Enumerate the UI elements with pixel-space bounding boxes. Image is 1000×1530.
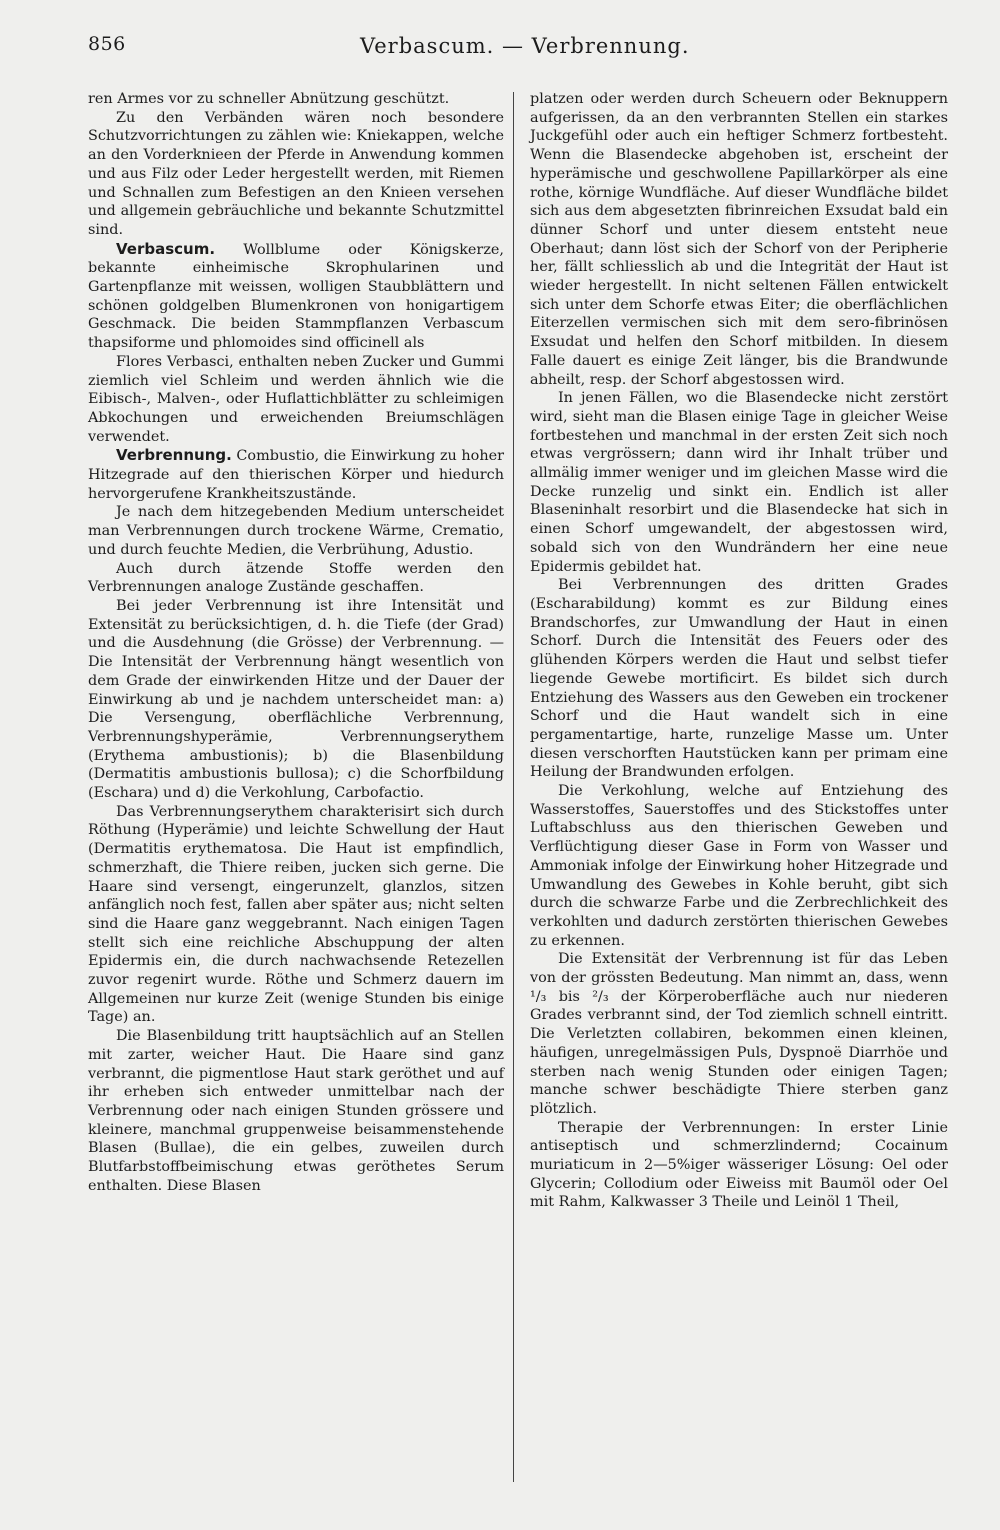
entry-verbascum [88,240,504,353]
paragraph: Die Blasenbildung tritt hauptsächlich auf an Stellen mit zarter, weicher Haut. Die Haare sind ganz verbrannt, die pigmentlose Haut stark geröthet und auf ihr erheben sich entweder unmittelbar nach der Verbrennung oder nach einigen Stunden grössere und kleinere, manchmal gruppenweise beisammenstehende Blasen (Bullae), die ein gelbes, zuweilen durch Blutfarbstoffbeimischung etwas geröthetes Serum enthalten. Diese Blasen [88,1028,504,1194]
paragraph: Zu den Verbänden wären noch besondere Schutzvorrichtungen zu zählen wie: Kniekappen, welche an den Vorderknieen der Pferde in Anwendung kommen und aus Filz oder Leder hergestellt werden, mit Riemen und Schnallen zum Befestigen an den Knieen versehen und allgemein gebräuchliche und bekannte Schutzmittel sind. [88,109,504,238]
paragraph: Flores Verbasci, enthalten neben Zucker und Gummi ziemlich viel Schleim und werden ähnlich wie die Eibisch-, Malven-, oder Huflattichblätter zu schleimigen Abkochungen und erweichenden Breiumschlägen verwendet. [88,353,504,445]
paragraph: platzen oder werden durch Scheuern oder Beknuppern aufgerissen, da an den verbrannten Stellen ein starkes Juckgefühl oder auch ein heftiger Schmerz fortbesteht. Wenn die Blasendecke abgehoben ist, erscheint der hyperämische und geschwollene Papillarkörper als eine rothe, körnige Wundfläche. Auf dieser Wundfläche bildet sich aus dem abgesetzten fibrinreichen Exsudat bald ein dünner Schorf und unter diesem entsteht neue Oberhaut; dann löst sich der Schorf von der Peripherie her, fällt schliesslich ab und die Integrität der Haut ist wieder hergestellt. In nicht seltenen Fällen entwickelt sich unter dem Schorfe etwas Eiter; die oberflächlichen Eiterzellen vermischen sich mit dem sero-fibrinösen Exsudat und helfen den Schorf mitbilden. In diesem Falle dauert es einige Zeit länger, bis die Brandwunde abheilt, resp. der Schorf abgestossen wird. [530,91,948,388]
paragraph: Bei Verbrennungen des dritten Grades (Escharabildung) kommt es zur Bildung eines Brandschorfes, zur Umwandlung der Haut in einen Schorf. Durch die Intensität des Feuers oder des glühenden Körpers werden die Haut und selbst tiefer liegende Gewebe mortificirt. Es bildet sich durch Entziehung des Wassers aus den Geweben ein trockener Schorf und die Haut wandelt sich in eine pergamentartige, harte, runzelige Masse um. Unter diesen verschorften Hautstücken kann per primam eine Heilung der Brandwunden erfolgen. [530,577,948,781]
page-number: 856 [88,33,126,55]
column-divider [513,92,514,1482]
left-column [88,90,504,1195]
running-head: Verbascum. — Verbrennung. [360,34,690,58]
paragraph: Die Extensität der Verbrennung ist für das Leben von der grössten Bedeutung. Man nimmt an, dass, wenn ¹/₃ bis ²/₃ der Körperoberfläche auch nur niederen Grades verbrannt sind, der Tod ziemlich schnell eintritt. Die Verletzten collabiren, bekommen einen kleinen, häufigen, unregelmässigen Puls, Dyspnoë Diarrhöe und sterben nach wenig Stunden oder einigen Tagen; manche schwer beschädigte Thiere sterben ganz plötzlich. [530,951,948,1117]
paragraph: Je nach dem hitzegebenden Medium unterscheidet man Verbrennungen durch trockene Wärme, Crematio, und durch feuchte Medien, die Verbrühung, Adustio. [88,504,504,558]
entry-verbrennung [88,446,504,503]
entry-keyword: Verbascum. [116,239,216,258]
paragraph: ren Armes vor zu schneller Abnützung geschützt. [88,91,450,107]
paragraph: Bei jeder Verbrennung ist ihre Intensität und Extensität zu berücksichtigen, d. h. die Tiefe (der Grad) und die Ausdehnung (die Grösse) der Verbrennung. — Die Intensität der Verbrennung hängt wesentlich von dem Grade der einwirkenden Hitze und der Dauer der Einwirkung ab und je nachdem unterscheidet man: a) Die Versengung, oberflächliche Verbrennung, Verbrennungshyperämie, Verbrennungserythem (Erythema ambustionis); b) die Blasenbildung (Dermatitis ambustionis bullosa); c) die Schorfbildung (Eschara) und d) die Verkohlung, Carbofactio. [88,597,504,802]
entry-keyword: Verbrennung. [116,446,232,465]
paragraph: In jenen Fällen, wo die Blasendecke nicht zerstört wird, sieht man die Blasen einige Tage in gleicher Weise fortbestehen und manchmal in der ersten Zeit sich noch etwas vergrössern; dann wird ihr Inhalt trüber und allmälig immer weniger und im gleichen Masse wird die Decke runzelig und sinkt ein. Endlich ist aller Blaseninhalt resorbirt und die Blasendecke hat sich in einen Schorf umgewandelt, der abgestossen wird, sobald sich von den Wundrändern her eine neue Epidermis gebildet hat. [530,390,948,575]
entry-text: Combustio, die Einwirkung zu hoher Hitzegrade auf den thierischen Körper und hiedurch hervorgerufene Krankheitszustände. [88,448,504,502]
paragraph: Die Verkohlung, welche auf Entziehung des Wasserstoffes, Sauerstoffes und des Stickstoffes unter Luftabschluss aus den thierischen Geweben und Verflüchtigung dieser Gase in Form von Wasser und Ammoniak infolge der Einwirkung hoher Hitzegrade und Umwandlung des Gewebes in Kohle beruht, gibt sich durch die schwarze Farbe und die Zerbrechlichkeit des verkohlten und dadurch zerstörten thierischen Gewebes zu erkennen. [530,783,948,949]
paragraph: Auch durch ätzende Stoffe werden den Verbrennungen analoge Zustände geschaffen. [88,560,504,596]
right-column [530,90,948,1212]
paragraph: Das Verbrennungserythem charakterisirt sich durch Röthung (Hyperämie) und leichte Schwellung der Haut (Dermatitis erythematosa. Die Haut ist empfindlich, schmerzhaft, die Thiere reiben, jucken sich gerne. Die Haare sind versengt, eingerunzelt, glanzlos, sitzen anfänglich noch fest, fallen aber später aus; nicht selten sind die Haare ganz weggebrannt. Nach einigen Tagen stellt sich eine reichliche Abschuppung der alten Epidermis ein, die durch nachwachsende Retezellen zuvor regenirt wurde. Röthe und Schmerz dauern im Allgemeinen nur kurze Zeit (wenige Stunden bis einige Tage) an. [88,803,504,1026]
entry-text: Wollblume oder Königskerze, bekannte einheimische Skrophularinen und Gartenpflanze mit weissen, wolligen Staubblättern und schönen goldgelben Blumenkronen von honigartigem Geschmack. Die beiden Stammpflanzen Verbascum thapsiforme und phlomoides sind officinell als [88,241,504,352]
paragraph: Therapie der Verbrennungen: In erster Linie antiseptisch und schmerzlindernd; Cocainum muriaticum in 2—5%iger wässeriger Lösung: Oel oder Glycerin; Collodium oder Eiweiss mit Baumöl oder Oel mit Rahm, Kalkwasser 3 Theile und Leinöl 1 Theil, [530,1119,948,1211]
